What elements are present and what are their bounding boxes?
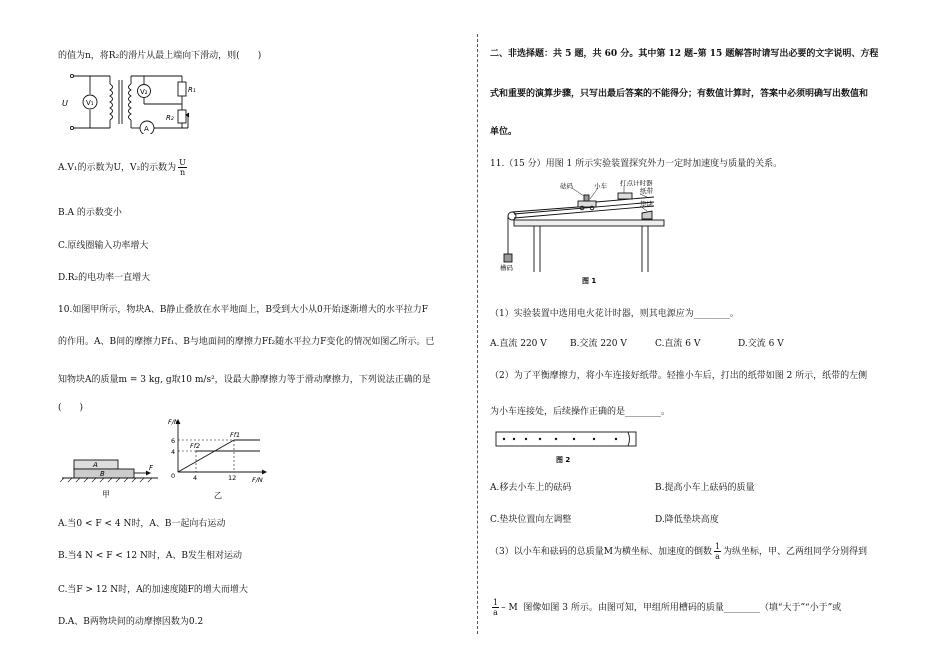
svg-text:砝码: 砝码: [560, 182, 573, 190]
q11-part-2-option-d: D.降低垫块高度: [655, 515, 719, 525]
q11-part-2-option-c: C.垫块位置向左调整: [490, 515, 572, 525]
svg-text:4: 4: [171, 448, 176, 456]
section2-line-1: 二、非选择题：共 5 题，共 60 分。其中第 12 题–第 15 题解答时请写出必要的文字说明、方程: [490, 49, 879, 59]
q10-option-a: A.当0 < F < 4 N时，A、B一起向右运动: [58, 519, 226, 529]
q10-line-2: 的作用。A、B间的摩擦力Ff₁、B与地面间的摩擦力Ff₂随水平拉力F变化的情况如图乙所示。已: [58, 337, 435, 347]
q11-part-1-option-b: B.交流 220 V: [570, 339, 627, 349]
svg-text:F/N: F/N: [252, 476, 263, 484]
svg-text:乙: 乙: [214, 491, 222, 500]
svg-text:6: 6: [171, 437, 176, 445]
svg-text:甲: 甲: [102, 490, 110, 499]
svg-text:图 1: 图 1: [582, 277, 597, 285]
svg-text:R₂: R₂: [166, 114, 174, 122]
q11-part-1-option-c: C.直流 6 V: [655, 339, 701, 349]
svg-text:V₁: V₁: [86, 99, 94, 107]
q11-part-2-line-1: （2）为了平衡摩擦力，将小车连接好纸带。轻推小车后，打出的纸带如图 2 所示，纸带的左侧: [490, 371, 868, 381]
q11-part-1: （1）实验装置中选用电火花计时器，则其电源应为________。: [490, 309, 739, 319]
svg-text:F/N: F/N: [168, 418, 179, 426]
svg-text:A: A: [93, 461, 98, 469]
svg-text:F: F: [149, 464, 154, 472]
svg-text:Ff2: Ff2: [190, 442, 201, 450]
q11-part-1-option-a: A.直流 220 V: [490, 339, 547, 349]
svg-text:B: B: [100, 470, 105, 478]
q9-option-a: A.V₁的示数为U，V₂的示数为 $\frac{U}{n}$: [58, 158, 186, 177]
q11-part-2-line-2: 为小车连接处，后续操作正确的是________。: [490, 407, 671, 417]
svg-text:打点计时器: 打点计时器: [620, 180, 653, 187]
q10-line-1: 10.如图甲所示，物块A、B静止叠放在水平地面上，B受到大小从0开始逐渐增大的水平拉力F: [58, 305, 429, 315]
svg-text:槽码: 槽码: [500, 264, 513, 272]
svg-text:小车: 小车: [594, 182, 607, 190]
q11-part-2-option-a: A.移去小车上的砝码: [490, 483, 572, 493]
q11-figure-2: [492, 428, 642, 470]
q11-part-3-line-2-fraction: $\frac{1}{a}$: [493, 598, 499, 617]
svg-text:R₁: R₁: [188, 86, 196, 94]
q9-circuit-figure: [62, 70, 202, 134]
svg-text:图 2: 图 2: [556, 456, 571, 464]
q10-option-c: C.当F > 12 N时，A的加速度随F的增大而增大: [58, 585, 248, 595]
svg-text:4: 4: [193, 474, 198, 482]
q9-option-b: B.A 的示数变小: [58, 208, 122, 218]
q11-figure-1: [494, 180, 674, 288]
svg-text:A: A: [144, 125, 149, 133]
section2-line-3: 单位。: [490, 127, 518, 137]
section2-line-2: 式和重要的演算步骤，只写出最后答案的不能得分；有数值计算时，答案中必须明确写出数值和: [490, 89, 869, 99]
q11-part-3-line-1: （3）以小车和砝码的总质量M为横坐标、加速度的倒数 $\frac{1}{a}$ 为纵坐标，甲、乙两组同学分别得到: [490, 542, 868, 561]
q11-part-2-option-b: B.提高小车上砝码的质量: [655, 483, 755, 493]
svg-text:12: 12: [228, 474, 237, 482]
column-divider: [477, 34, 478, 634]
q10-option-b: B.当4 N < F < 12 N时，A、B发生相对运动: [58, 551, 243, 561]
svg-text:垫块: 垫块: [640, 200, 653, 208]
q10-line-3: 知物块A的质量m = 3 kg, g取10 m/s²，设最大静摩擦力等于滑动摩擦力，下列说法正确的是: [58, 375, 431, 385]
q10-paren: ( ): [58, 403, 84, 413]
q11-stem: 11.（15 分）用图 1 所示实验装置探究外力一定时加速度与质量的关系。: [490, 159, 783, 169]
q10-figure-jia: [60, 452, 160, 502]
svg-text:Ff1: Ff1: [230, 431, 241, 439]
svg-text:V₂: V₂: [140, 88, 148, 96]
svg-text:0: 0: [171, 472, 176, 480]
q9-option-c: C.原线圈输入功率增大: [58, 241, 149, 251]
q11-part-3-line-2: $\frac{1}{a}$ – M 图像如图 3 所示。由图可知，甲组所用槽码的质量________（填“大于”“小于”或: [493, 598, 842, 617]
q9-intro: 的值为n，将R₂的滑片从最上端向下滑动，则( ): [58, 51, 262, 61]
q10-figure-yi: [162, 416, 272, 504]
q9-option-d: D.R₂的电功率一直增大: [58, 273, 151, 283]
svg-text:纸带: 纸带: [640, 187, 653, 195]
svg-text:U: U: [62, 99, 68, 108]
q9-option-a-fraction: $\frac{U}{n}$: [179, 158, 186, 177]
q11-part-3-fraction: $\frac{1}{a}$: [714, 542, 721, 561]
q11-part-1-option-d: D.交流 6 V: [738, 339, 784, 349]
q10-option-d: D.A、B两物块间的动摩擦因数为0.2: [58, 617, 204, 627]
